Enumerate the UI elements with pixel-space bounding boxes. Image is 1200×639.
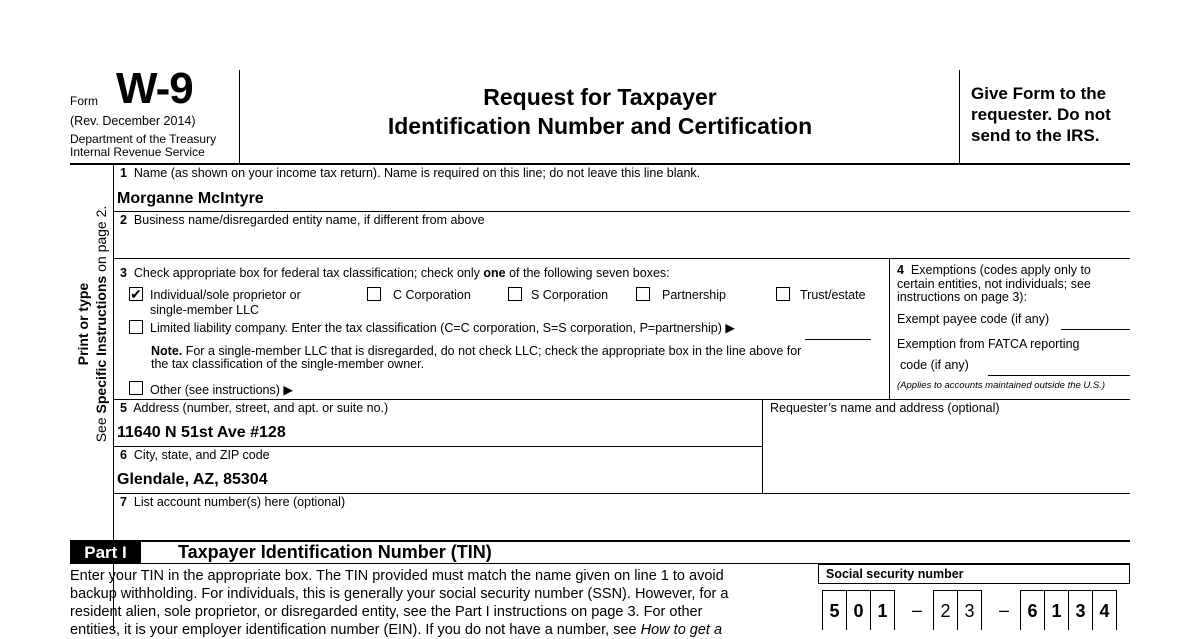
s-corporation-label: S Corporation [531,288,609,302]
line7-label: 7 List account number(s) here (optional) [120,495,346,509]
line2-label: 2 Business name/disregarded entity name, if different from above [120,213,485,227]
llc-checkbox[interactable] [129,320,143,334]
form-title-line2: Identification Number and Certification [387,113,813,139]
ssn-digit-3[interactable]: 1 [870,590,895,630]
individual-checkbox[interactable]: ✔ [130,286,142,302]
see-prefix: See [93,413,109,443]
partnership-checkbox[interactable] [636,287,650,301]
part1-title: Taxpayer Identification Number (TIN) [178,542,492,562]
line7-account-field[interactable] [117,515,1117,537]
department: Department of the Treasury [70,132,217,146]
partnership-label: Partnership [662,288,726,302]
exempt-payee-field[interactable] [1061,329,1130,330]
trust-estate-label: Trust/estate [800,288,866,302]
ssn-digit-9[interactable]: 4 [1092,590,1117,630]
ssn-digit-8[interactable]: 3 [1068,590,1092,630]
give-form-line2: requester. Do not [971,105,1111,124]
ssn-dash-2: – [999,600,1010,620]
give-form-line1: Give Form to the [971,84,1107,103]
revision-date: (Rev. December 2014) [70,114,196,128]
line1-label: 1 Name (as shown on your income tax return). Name is required on this line; do not leave this line blank. [120,166,701,180]
line5-label: 5 Address (number, street, and apt. or suite no.) [120,401,389,415]
part1-tag: Part I [70,542,141,563]
ssn-digit-2[interactable]: 0 [846,590,870,630]
exempt-payee-label: Exempt payee code (if any) [897,312,1050,326]
ssn-digit-6[interactable]: 6 [1020,590,1044,630]
give-form-line3: send to the IRS. [971,126,1100,145]
llc-label: Limited liability company. Enter the tax classification (C=C corporation, S=S corporation, P=partnership) ▶ [150,321,735,335]
specific-instructions: Specific Instructions [93,275,109,414]
c-corporation-label: C Corporation [393,288,471,302]
ssn-digit-1[interactable]: 5 [822,590,846,630]
trust-estate-checkbox[interactable] [776,287,790,301]
form-number: W-9 [116,64,193,113]
other-label: Other (see instructions) ▶ [150,383,293,397]
line3-label: 3 Check appropriate box for federal tax classification; check only one of the following seven boxes: [120,266,670,280]
fatca-label-line1: Exemption from FATCA reporting [897,337,1080,351]
part1-instructions: Enter your TIN in the appropriate box. The TIN provided must match the name given on line 1 to avoid backup withholding. For individuals, this is generally your social security number (SSN). However, for a resident alien, sole proprietor, or disregarded entity, see the Part I instructions on page 3. For other entities, it is your employer identification number (EIN). If you do not have a number, see How to get a [70,568,729,638]
s-corporation-checkbox[interactable] [508,287,522,301]
form-word: Form [70,94,98,108]
individual-label-line2: single-member LLC [150,303,260,317]
ssn-digit-5[interactable]: 3 [957,590,982,630]
line1-name-field[interactable]: Morganne McIntyre [117,190,264,207]
line5-address-field[interactable]: 11640 N 51st Ave #128 [117,424,286,441]
llc-note: Note. For a single-member LLC that is disregarded, do not check LLC; check the appropriate box in the line above for [151,344,802,358]
c-corporation-checkbox[interactable] [367,287,381,301]
fatca-applies-note: (Applies to accounts maintained outside the U.S.) [897,380,1106,391]
other-checkbox[interactable] [129,381,143,395]
line6-label: 6 City, state, and ZIP code [120,448,270,462]
line2-business-name-field[interactable] [117,236,1117,256]
ssn-digit-7[interactable]: 1 [1044,590,1068,630]
line4-exemptions: 4 Exemptions (codes apply only to certain entities, not individuals; see instructions on page 3): [897,263,1091,304]
service: Internal Revenue Service [70,145,205,159]
requester-label: Requester’s name and address (optional) [770,401,1000,415]
ssn-dash-1: – [912,600,923,620]
ssn-digit-4[interactable]: 2 [933,590,957,630]
fatca-label-line2: code (if any) [900,358,969,372]
llc-note-line2: the tax classification of the single-member owner. [151,357,425,371]
ssn-label: Social security number [818,564,1130,584]
individual-label: Individual/sole proprietor or [150,288,301,302]
llc-classification-field[interactable] [805,339,871,340]
fatca-code-field[interactable] [988,375,1130,376]
line6-city-field[interactable]: Glendale, AZ, 85304 [117,471,268,488]
see-suffix: on page 2. [93,205,109,276]
print-or-type: Print or type [75,282,91,366]
form-title-line1: Request for Taxpayer [483,84,717,110]
